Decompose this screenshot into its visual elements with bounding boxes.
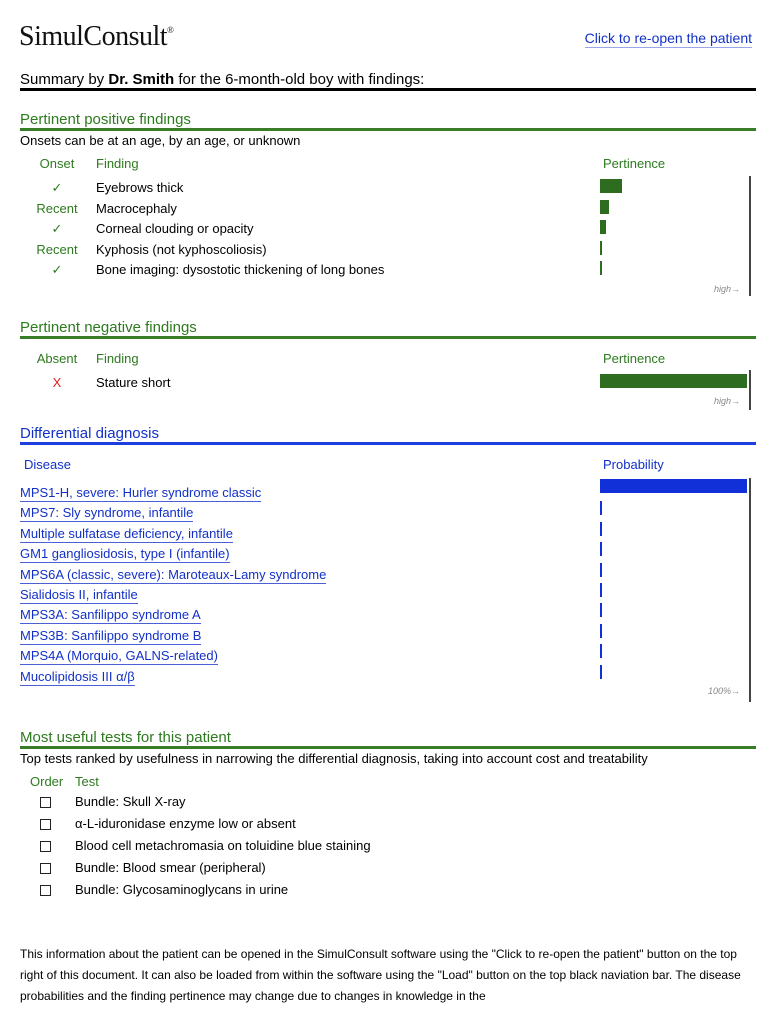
positive-divider [20, 128, 756, 131]
disease-link[interactable]: Mucolipidosis III α/β [20, 668, 135, 684]
order-checkbox[interactable] [40, 863, 51, 874]
onset-value: ✓ [51, 262, 63, 277]
probability-bar [600, 522, 602, 536]
order-checkbox[interactable] [40, 797, 51, 808]
onset-value: Recent [36, 200, 78, 216]
reopen-patient-link[interactable]: Click to re-open the patient [584, 30, 752, 46]
footer-paragraph: This information about the patient can be opened in the SimulConsult software using the "Click to re-open the patient" button on the top right of this document. It can also be loaded from within the software using the "Load" button on the top black naviation bar. The disease probabilities and the finding pertinence may change due to changes in knowledge in the [20, 947, 741, 1003]
finding-column-header: Finding [96, 156, 139, 171]
onset-column-header: Onset [39, 156, 75, 171]
differential-divider [20, 442, 756, 445]
disease-link[interactable]: GM1 gangliosidosis, type I (infantile) [20, 546, 230, 562]
tests-note: Top tests ranked by usefulness in narrowing the differential diagnosis, taking into account cost and treatability [20, 751, 648, 766]
pertinence-scale-line [749, 176, 751, 296]
finding-column-header: Finding [96, 351, 139, 366]
probability-bar [600, 501, 602, 515]
simulconsult-logo: SimulConsult® [19, 21, 174, 52]
order-column-header: Order [30, 774, 64, 789]
probability-bar [600, 479, 747, 493]
probability-column-header: Probability [603, 457, 664, 472]
order-checkbox[interactable] [40, 819, 51, 830]
pertinence-bar [600, 200, 609, 214]
pertinence-bar [600, 241, 602, 255]
finding-label: Bone imaging: dysostotic thickening of long bones [96, 262, 385, 277]
probability-bar [600, 542, 602, 556]
summary-heading: Summary by Dr. Smith for the 6-month-old boy with findings: [20, 71, 425, 88]
disease-link[interactable]: Multiple sulfatase deficiency, infantile [20, 525, 233, 541]
header-divider [20, 88, 756, 91]
finding-label: Stature short [96, 375, 171, 390]
disease-link[interactable]: Sialidosis II, infantile [20, 587, 138, 602]
finding-label: Kyphosis (not kyphoscoliosis) [96, 241, 267, 257]
negative-divider [20, 336, 756, 339]
test-label: α-L-iduronidase enzyme low or absent [75, 816, 296, 831]
negative-findings-title: Pertinent negative findings [20, 319, 197, 336]
probability-bar [600, 665, 602, 679]
probability-bar [600, 563, 602, 577]
probability-scale-label: 100%→ [708, 686, 741, 696]
onset-value: ✓ [51, 180, 63, 195]
probability-bar [600, 603, 602, 617]
pertinence-column-header: Pertinence [603, 351, 666, 366]
pertinence-scale-line [749, 370, 751, 410]
differential-title: Differential diagnosis [20, 425, 159, 442]
disease-link[interactable]: MPS1-H, severe: Hurler syndrome classic [20, 485, 262, 500]
finding-label: Macrocephaly [96, 200, 177, 216]
positive-findings-title: Pertinent positive findings [20, 111, 191, 128]
test-column-header: Test [75, 774, 99, 789]
tests-divider [20, 746, 756, 749]
pertinence-bar [600, 374, 747, 388]
pertinence-column-header: Pertinence [603, 156, 666, 171]
order-checkbox[interactable] [40, 841, 51, 852]
probability-bar [600, 644, 602, 658]
onset-value: Recent [36, 241, 78, 257]
disease-link[interactable]: MPS7: Sly syndrome, infantile [20, 505, 194, 521]
probability-scale-line [749, 478, 751, 702]
disease-link[interactable]: MPS4A (Morquio, GALNS-related) [20, 648, 218, 664]
pertinence-bar [600, 179, 622, 193]
disease-column-header: Disease [24, 457, 71, 472]
onset-note: Onsets can be at an age, by an age, or unknown [20, 133, 301, 148]
absent-mark: X [52, 375, 62, 390]
test-label: Bundle: Skull X-ray [75, 794, 186, 809]
pertinence-scale-label: high→ [714, 284, 741, 294]
onset-value: ✓ [51, 221, 63, 236]
test-label: Bundle: Blood smear (peripheral) [75, 860, 266, 875]
disease-link[interactable]: MPS6A (classic, severe): Maroteaux-Lamy syndrome [20, 566, 327, 582]
disease-link[interactable]: MPS3B: Sanfilippo syndrome B [20, 627, 202, 643]
finding-label: Eyebrows thick [96, 180, 184, 195]
pertinence-bar [600, 220, 606, 234]
test-label: Blood cell metachromasia on toluidine blue staining [75, 838, 371, 853]
probability-bar [600, 583, 602, 597]
absent-column-header: Absent [36, 351, 78, 366]
finding-label: Corneal clouding or opacity [96, 221, 254, 236]
pertinence-bar [600, 261, 602, 275]
pertinence-scale-label: high→ [714, 396, 741, 406]
disease-link[interactable]: MPS3A: Sanfilippo syndrome A [20, 607, 201, 623]
test-label: Bundle: Glycosaminoglycans in urine [75, 882, 289, 897]
probability-bar [600, 624, 602, 638]
tests-title: Most useful tests for this patient [20, 729, 231, 746]
order-checkbox[interactable] [40, 885, 51, 896]
